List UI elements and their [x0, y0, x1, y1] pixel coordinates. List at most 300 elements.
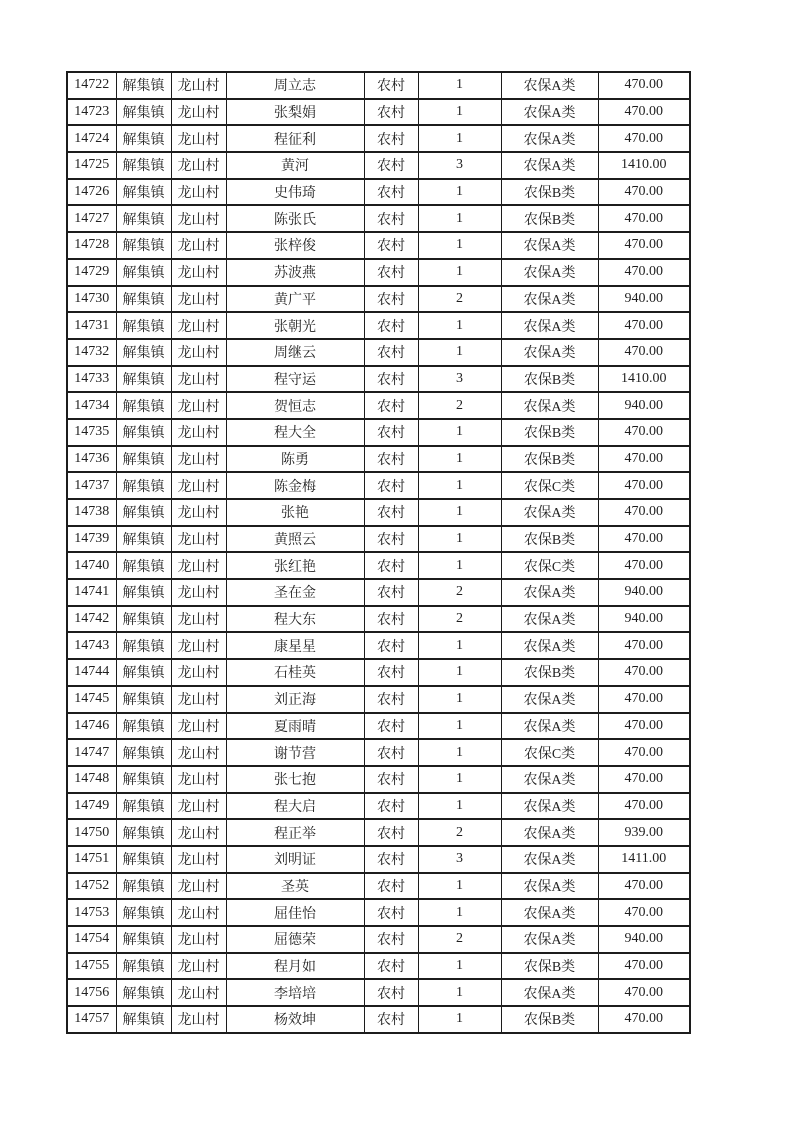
- amount-cell: 470.00: [598, 659, 690, 686]
- residence-type-cell: 农村: [364, 99, 418, 126]
- serial-number-cell: 14750: [67, 819, 116, 846]
- person-name-cell: 陈金梅: [226, 472, 364, 499]
- table-row: [67, 926, 690, 953]
- table-row: [67, 766, 690, 793]
- serial-number-cell: 14756: [67, 979, 116, 1006]
- insurance-category-cell: 农保A类: [501, 232, 598, 259]
- person-name-cell: 贺恒志: [226, 392, 364, 419]
- town-cell: 解集镇: [116, 659, 171, 686]
- headcount-cell: 1: [418, 419, 501, 446]
- town-cell: 解集镇: [116, 339, 171, 366]
- serial-number-cell: 14742: [67, 606, 116, 633]
- village-cell: 龙山村: [171, 472, 226, 499]
- town-cell: 解集镇: [116, 419, 171, 446]
- amount-cell: 1410.00: [598, 366, 690, 393]
- headcount-cell: 1: [418, 632, 501, 659]
- insurance-category-cell: 农保A类: [501, 152, 598, 179]
- table-row: [67, 446, 690, 473]
- headcount-cell: 2: [418, 926, 501, 953]
- town-cell: 解集镇: [116, 953, 171, 980]
- village-cell: 龙山村: [171, 659, 226, 686]
- headcount-cell: 1: [418, 312, 501, 339]
- table-row: [67, 686, 690, 713]
- table-row: [67, 659, 690, 686]
- town-cell: 解集镇: [116, 739, 171, 766]
- town-cell: 解集镇: [116, 793, 171, 820]
- amount-cell: 470.00: [598, 686, 690, 713]
- person-name-cell: 屈佳怡: [226, 899, 364, 926]
- insurance-category-cell: 农保B类: [501, 419, 598, 446]
- table-row: [67, 72, 690, 99]
- headcount-cell: 1: [418, 873, 501, 900]
- insurance-category-cell: 农保A类: [501, 392, 598, 419]
- amount-cell: 470.00: [598, 446, 690, 473]
- table-row: [67, 419, 690, 446]
- headcount-cell: 1: [418, 686, 501, 713]
- insurance-category-cell: 农保B类: [501, 446, 598, 473]
- amount-cell: 470.00: [598, 312, 690, 339]
- table-row: [67, 713, 690, 740]
- town-cell: 解集镇: [116, 766, 171, 793]
- residence-type-cell: 农村: [364, 366, 418, 393]
- headcount-cell: 1: [418, 205, 501, 232]
- table-row: [67, 179, 690, 206]
- residence-type-cell: 农村: [364, 659, 418, 686]
- insurance-category-cell: 农保A类: [501, 686, 598, 713]
- person-name-cell: 张红艳: [226, 552, 364, 579]
- serial-number-cell: 14748: [67, 766, 116, 793]
- village-cell: 龙山村: [171, 739, 226, 766]
- serial-number-cell: 14733: [67, 366, 116, 393]
- table-row: [67, 286, 690, 313]
- headcount-cell: 1: [418, 472, 501, 499]
- residence-type-cell: 农村: [364, 846, 418, 873]
- person-name-cell: 程大东: [226, 606, 364, 633]
- insurance-category-cell: 农保C类: [501, 739, 598, 766]
- headcount-cell: 1: [418, 179, 501, 206]
- village-cell: 龙山村: [171, 125, 226, 152]
- person-name-cell: 苏波燕: [226, 259, 364, 286]
- serial-number-cell: 14732: [67, 339, 116, 366]
- headcount-cell: 1: [418, 1006, 501, 1033]
- town-cell: 解集镇: [116, 899, 171, 926]
- village-cell: 龙山村: [171, 312, 226, 339]
- insurance-category-cell: 农保A类: [501, 766, 598, 793]
- insurance-category-cell: 农保A类: [501, 99, 598, 126]
- town-cell: 解集镇: [116, 713, 171, 740]
- table-row: [67, 579, 690, 606]
- table-row: [67, 339, 690, 366]
- serial-number-cell: 14745: [67, 686, 116, 713]
- insurance-category-cell: 农保A类: [501, 606, 598, 633]
- person-name-cell: 周立志: [226, 72, 364, 99]
- residence-type-cell: 农村: [364, 526, 418, 553]
- table-row: [67, 632, 690, 659]
- amount-cell: 470.00: [598, 713, 690, 740]
- amount-cell: 470.00: [598, 632, 690, 659]
- town-cell: 解集镇: [116, 846, 171, 873]
- serial-number-cell: 14744: [67, 659, 116, 686]
- village-cell: 龙山村: [171, 72, 226, 99]
- village-cell: 龙山村: [171, 286, 226, 313]
- person-name-cell: 刘正海: [226, 686, 364, 713]
- serial-number-cell: 14730: [67, 286, 116, 313]
- village-cell: 龙山村: [171, 205, 226, 232]
- serial-number-cell: 14741: [67, 579, 116, 606]
- person-name-cell: 程大全: [226, 419, 364, 446]
- residence-type-cell: 农村: [364, 205, 418, 232]
- person-name-cell: 夏雨晴: [226, 713, 364, 740]
- amount-cell: 940.00: [598, 579, 690, 606]
- insurance-category-cell: 农保B类: [501, 366, 598, 393]
- person-name-cell: 程大启: [226, 793, 364, 820]
- amount-cell: 470.00: [598, 125, 690, 152]
- person-name-cell: 张梓俊: [226, 232, 364, 259]
- table-row: [67, 312, 690, 339]
- table-row: [67, 552, 690, 579]
- town-cell: 解集镇: [116, 1006, 171, 1033]
- town-cell: 解集镇: [116, 366, 171, 393]
- amount-cell: 470.00: [598, 339, 690, 366]
- residence-type-cell: 农村: [364, 686, 418, 713]
- town-cell: 解集镇: [116, 979, 171, 1006]
- headcount-cell: 1: [418, 499, 501, 526]
- serial-number-cell: 14757: [67, 1006, 116, 1033]
- person-name-cell: 陈张氏: [226, 205, 364, 232]
- village-cell: 龙山村: [171, 953, 226, 980]
- table-row: [67, 526, 690, 553]
- town-cell: 解集镇: [116, 232, 171, 259]
- village-cell: 龙山村: [171, 926, 226, 953]
- table-row: [67, 499, 690, 526]
- town-cell: 解集镇: [116, 686, 171, 713]
- amount-cell: 470.00: [598, 766, 690, 793]
- insurance-category-cell: 农保B类: [501, 179, 598, 206]
- headcount-cell: 2: [418, 392, 501, 419]
- table-body: [67, 72, 690, 1033]
- residence-type-cell: 农村: [364, 873, 418, 900]
- insurance-category-cell: 农保A类: [501, 713, 598, 740]
- insurance-category-cell: 农保A类: [501, 979, 598, 1006]
- person-name-cell: 杨效坤: [226, 1006, 364, 1033]
- residence-type-cell: 农村: [364, 125, 418, 152]
- table-row: [67, 819, 690, 846]
- village-cell: 龙山村: [171, 552, 226, 579]
- amount-cell: 939.00: [598, 819, 690, 846]
- amount-cell: 470.00: [598, 793, 690, 820]
- serial-number-cell: 14747: [67, 739, 116, 766]
- person-name-cell: 屈德荣: [226, 926, 364, 953]
- amount-cell: 940.00: [598, 606, 690, 633]
- residence-type-cell: 农村: [364, 579, 418, 606]
- serial-number-cell: 14726: [67, 179, 116, 206]
- person-name-cell: 刘明证: [226, 846, 364, 873]
- insurance-category-cell: 农保A类: [501, 846, 598, 873]
- town-cell: 解集镇: [116, 179, 171, 206]
- headcount-cell: 2: [418, 606, 501, 633]
- serial-number-cell: 14753: [67, 899, 116, 926]
- residence-type-cell: 农村: [364, 259, 418, 286]
- headcount-cell: 1: [418, 446, 501, 473]
- person-name-cell: 张梨娟: [226, 99, 364, 126]
- serial-number-cell: 14746: [67, 713, 116, 740]
- person-name-cell: 程正举: [226, 819, 364, 846]
- amount-cell: 470.00: [598, 1006, 690, 1033]
- serial-number-cell: 14749: [67, 793, 116, 820]
- person-name-cell: 谢节营: [226, 739, 364, 766]
- residence-type-cell: 农村: [364, 819, 418, 846]
- serial-number-cell: 14725: [67, 152, 116, 179]
- residence-type-cell: 农村: [364, 953, 418, 980]
- town-cell: 解集镇: [116, 312, 171, 339]
- amount-cell: 470.00: [598, 419, 690, 446]
- serial-number-cell: 14722: [67, 72, 116, 99]
- headcount-cell: 3: [418, 366, 501, 393]
- village-cell: 龙山村: [171, 339, 226, 366]
- village-cell: 龙山村: [171, 579, 226, 606]
- amount-cell: 940.00: [598, 392, 690, 419]
- insurance-category-cell: 农保B类: [501, 526, 598, 553]
- table-row: [67, 205, 690, 232]
- village-cell: 龙山村: [171, 846, 226, 873]
- headcount-cell: 1: [418, 232, 501, 259]
- table-row: [67, 472, 690, 499]
- person-name-cell: 圣在金: [226, 579, 364, 606]
- table-row: [67, 392, 690, 419]
- amount-cell: 940.00: [598, 926, 690, 953]
- headcount-cell: 1: [418, 125, 501, 152]
- residence-type-cell: 农村: [364, 632, 418, 659]
- town-cell: 解集镇: [116, 99, 171, 126]
- serial-number-cell: 14755: [67, 953, 116, 980]
- headcount-cell: 1: [418, 793, 501, 820]
- residence-type-cell: 农村: [364, 179, 418, 206]
- town-cell: 解集镇: [116, 873, 171, 900]
- town-cell: 解集镇: [116, 606, 171, 633]
- insurance-category-cell: 农保A类: [501, 286, 598, 313]
- person-name-cell: 李培培: [226, 979, 364, 1006]
- residence-type-cell: 农村: [364, 606, 418, 633]
- town-cell: 解集镇: [116, 579, 171, 606]
- amount-cell: 470.00: [598, 552, 690, 579]
- residence-type-cell: 农村: [364, 979, 418, 1006]
- residence-type-cell: 农村: [364, 793, 418, 820]
- serial-number-cell: 14724: [67, 125, 116, 152]
- residence-type-cell: 农村: [364, 926, 418, 953]
- headcount-cell: 1: [418, 766, 501, 793]
- town-cell: 解集镇: [116, 472, 171, 499]
- town-cell: 解集镇: [116, 499, 171, 526]
- table-row: [67, 953, 690, 980]
- residence-type-cell: 农村: [364, 72, 418, 99]
- residence-type-cell: 农村: [364, 766, 418, 793]
- headcount-cell: 1: [418, 739, 501, 766]
- headcount-cell: 1: [418, 526, 501, 553]
- insurance-category-cell: 农保A类: [501, 819, 598, 846]
- insurance-category-cell: 农保A类: [501, 339, 598, 366]
- amount-cell: 470.00: [598, 205, 690, 232]
- serial-number-cell: 14752: [67, 873, 116, 900]
- table-row: [67, 979, 690, 1006]
- person-name-cell: 张朝光: [226, 312, 364, 339]
- serial-number-cell: 14731: [67, 312, 116, 339]
- insurance-category-cell: 农保B类: [501, 205, 598, 232]
- amount-cell: 940.00: [598, 286, 690, 313]
- amount-cell: 470.00: [598, 499, 690, 526]
- serial-number-cell: 14751: [67, 846, 116, 873]
- insurance-category-cell: 农保A类: [501, 926, 598, 953]
- village-cell: 龙山村: [171, 1006, 226, 1033]
- amount-cell: 470.00: [598, 232, 690, 259]
- serial-number-cell: 14729: [67, 259, 116, 286]
- amount-cell: 470.00: [598, 72, 690, 99]
- headcount-cell: 1: [418, 659, 501, 686]
- village-cell: 龙山村: [171, 606, 226, 633]
- insurance-category-cell: 农保A类: [501, 899, 598, 926]
- serial-number-cell: 14737: [67, 472, 116, 499]
- residence-type-cell: 农村: [364, 392, 418, 419]
- town-cell: 解集镇: [116, 926, 171, 953]
- amount-cell: 470.00: [598, 739, 690, 766]
- residence-type-cell: 农村: [364, 899, 418, 926]
- insurance-category-cell: 农保A类: [501, 793, 598, 820]
- headcount-cell: 2: [418, 819, 501, 846]
- insurance-category-cell: 农保B类: [501, 1006, 598, 1033]
- person-name-cell: 黄广平: [226, 286, 364, 313]
- person-name-cell: 石桂英: [226, 659, 364, 686]
- amount-cell: 470.00: [598, 99, 690, 126]
- village-cell: 龙山村: [171, 632, 226, 659]
- serial-number-cell: 14743: [67, 632, 116, 659]
- residence-type-cell: 农村: [364, 739, 418, 766]
- person-name-cell: 张艳: [226, 499, 364, 526]
- town-cell: 解集镇: [116, 526, 171, 553]
- person-name-cell: 史伟琦: [226, 179, 364, 206]
- headcount-cell: 1: [418, 953, 501, 980]
- person-name-cell: 圣英: [226, 873, 364, 900]
- residence-type-cell: 农村: [364, 152, 418, 179]
- table-row: [67, 606, 690, 633]
- village-cell: 龙山村: [171, 392, 226, 419]
- village-cell: 龙山村: [171, 713, 226, 740]
- insurance-category-cell: 农保A类: [501, 499, 598, 526]
- table-row: [67, 232, 690, 259]
- town-cell: 解集镇: [116, 259, 171, 286]
- serial-number-cell: 14738: [67, 499, 116, 526]
- table-row: [67, 125, 690, 152]
- table-row: [67, 259, 690, 286]
- insurance-category-cell: 农保A类: [501, 72, 598, 99]
- amount-cell: 470.00: [598, 899, 690, 926]
- residence-type-cell: 农村: [364, 286, 418, 313]
- person-name-cell: 黄河: [226, 152, 364, 179]
- person-name-cell: 黄照云: [226, 526, 364, 553]
- village-cell: 龙山村: [171, 179, 226, 206]
- headcount-cell: 1: [418, 339, 501, 366]
- residence-type-cell: 农村: [364, 472, 418, 499]
- table-row: [67, 99, 690, 126]
- table-row: [67, 366, 690, 393]
- residence-type-cell: 农村: [364, 446, 418, 473]
- residence-type-cell: 农村: [364, 713, 418, 740]
- headcount-cell: 1: [418, 259, 501, 286]
- village-cell: 龙山村: [171, 899, 226, 926]
- residence-type-cell: 农村: [364, 312, 418, 339]
- amount-cell: 470.00: [598, 979, 690, 1006]
- headcount-cell: 1: [418, 899, 501, 926]
- town-cell: 解集镇: [116, 72, 171, 99]
- insurance-category-cell: 农保A类: [501, 579, 598, 606]
- person-name-cell: 程守运: [226, 366, 364, 393]
- headcount-cell: 1: [418, 552, 501, 579]
- headcount-cell: 1: [418, 713, 501, 740]
- headcount-cell: 3: [418, 846, 501, 873]
- serial-number-cell: 14740: [67, 552, 116, 579]
- village-cell: 龙山村: [171, 446, 226, 473]
- town-cell: 解集镇: [116, 819, 171, 846]
- amount-cell: 1411.00: [598, 846, 690, 873]
- amount-cell: 470.00: [598, 472, 690, 499]
- town-cell: 解集镇: [116, 632, 171, 659]
- town-cell: 解集镇: [116, 205, 171, 232]
- insurance-category-cell: 农保B类: [501, 659, 598, 686]
- town-cell: 解集镇: [116, 392, 171, 419]
- residence-type-cell: 农村: [364, 552, 418, 579]
- village-cell: 龙山村: [171, 766, 226, 793]
- amount-cell: 1410.00: [598, 152, 690, 179]
- village-cell: 龙山村: [171, 99, 226, 126]
- table-row: [67, 152, 690, 179]
- table-row: [67, 899, 690, 926]
- insurance-category-cell: 农保B类: [501, 953, 598, 980]
- residence-type-cell: 农村: [364, 1006, 418, 1033]
- insurance-category-cell: 农保A类: [501, 125, 598, 152]
- headcount-cell: 3: [418, 152, 501, 179]
- serial-number-cell: 14735: [67, 419, 116, 446]
- town-cell: 解集镇: [116, 446, 171, 473]
- person-name-cell: 周继云: [226, 339, 364, 366]
- village-cell: 龙山村: [171, 152, 226, 179]
- serial-number-cell: 14754: [67, 926, 116, 953]
- person-name-cell: 程征利: [226, 125, 364, 152]
- headcount-cell: 1: [418, 979, 501, 1006]
- insurance-category-cell: 农保A类: [501, 259, 598, 286]
- headcount-cell: 2: [418, 286, 501, 313]
- amount-cell: 470.00: [598, 179, 690, 206]
- serial-number-cell: 14736: [67, 446, 116, 473]
- amount-cell: 470.00: [598, 953, 690, 980]
- table-row: [67, 1006, 690, 1033]
- table-row: [67, 793, 690, 820]
- table-row: [67, 739, 690, 766]
- serial-number-cell: 14739: [67, 526, 116, 553]
- village-cell: 龙山村: [171, 259, 226, 286]
- residence-type-cell: 农村: [364, 419, 418, 446]
- insurance-category-cell: 农保C类: [501, 552, 598, 579]
- town-cell: 解集镇: [116, 552, 171, 579]
- serial-number-cell: 14727: [67, 205, 116, 232]
- person-name-cell: 程月如: [226, 953, 364, 980]
- village-cell: 龙山村: [171, 979, 226, 1006]
- amount-cell: 470.00: [598, 259, 690, 286]
- person-name-cell: 张七抱: [226, 766, 364, 793]
- village-cell: 龙山村: [171, 419, 226, 446]
- insurance-category-cell: 农保C类: [501, 472, 598, 499]
- village-cell: 龙山村: [171, 686, 226, 713]
- town-cell: 解集镇: [116, 286, 171, 313]
- residence-type-cell: 农村: [364, 339, 418, 366]
- amount-cell: 470.00: [598, 873, 690, 900]
